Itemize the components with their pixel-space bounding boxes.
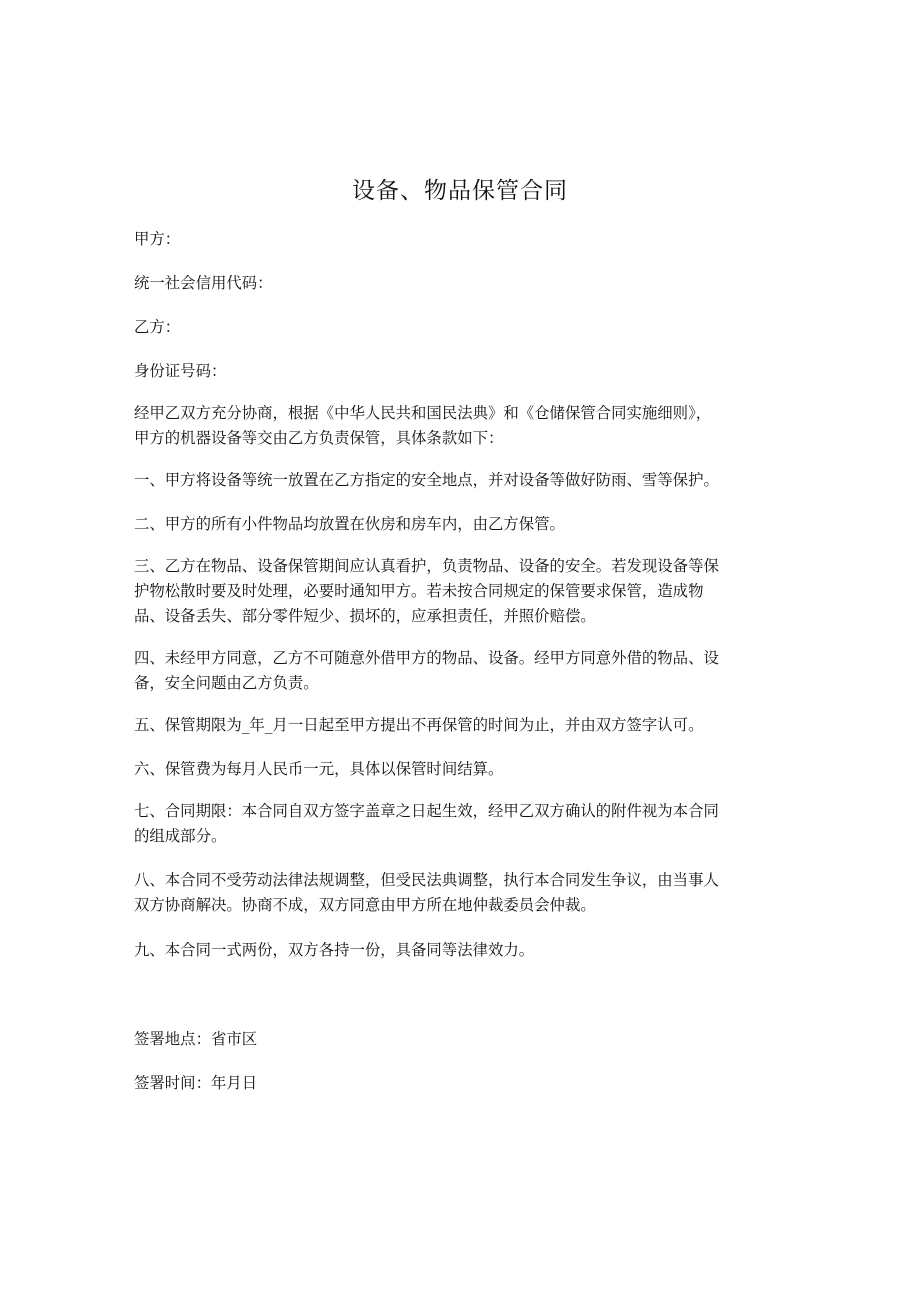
party-a-label: 甲方： [134, 230, 181, 248]
party-b-label: 乙方： [134, 318, 181, 336]
clause-2 [134, 512, 786, 537]
clause-line: 八、本合同不受劳动法律法规调整，但受民法典调整，执行本合同发生争议，由当事人 [134, 871, 719, 889]
clause-9 [134, 938, 786, 963]
id-number-label: 身份证号码： [134, 362, 227, 380]
clause-line: 备，安全问题由乙方负责。 [134, 674, 319, 692]
clause-6 [134, 757, 786, 782]
clause-line: 护物松散时要及时处理，必要时通知甲方。若未按合同规定的保管要求保管，造成物 [134, 582, 704, 600]
clause-line: 品、设备丢失、部分零件短少、损坏的，应承担责任，并照价赔偿。 [134, 607, 596, 625]
signing-time: 签署时间：年月日 [134, 1074, 258, 1092]
clause-1 [134, 468, 786, 493]
clause-line: 的组成部分。 [134, 827, 227, 845]
clause-4 [134, 646, 786, 696]
clause-line: 二、甲方的所有小件物品均放置在伙房和房车内，由乙方保管。 [134, 515, 565, 533]
clause-7 [134, 799, 786, 849]
preamble-line: 经甲乙双方充分协商，根据《中华人民共和国民法典》和《仓储保管合同实施细则》， [134, 404, 712, 422]
clause-line: 九、本合同一式两份，双方各持一份，具备同等法律效力。 [134, 941, 535, 959]
credit-code-label: 统一社会信用代码： [134, 274, 273, 292]
document-title: 设备、物品保管合同 [352, 178, 568, 204]
clause-line: 六、保管费为每月人民币一元，具体以保管时间结算。 [134, 760, 504, 778]
clause-5 [134, 713, 786, 738]
clause-line: 三、乙方在物品、设备保管期间应认真看护，负责物品、设备的安全。若发现设备等保 [134, 557, 719, 575]
clause-line: 五、保管期限为_年_月一日起至甲方提出不再保管的时间为止，并由双方签字认可。 [134, 716, 704, 734]
signing-place: 签署地点：省市区 [134, 1030, 258, 1048]
preamble-line: 甲方的机器设备等交由乙方负责保管，具体条款如下： [134, 429, 504, 447]
clause-line: 双方协商解决。协商不成，双方同意由甲方所在地仲裁委员会仲裁。 [134, 896, 596, 914]
preamble-paragraph [134, 401, 786, 451]
clause-line: 一、甲方将设备等统一放置在乙方指定的安全地点，并对设备等做好防雨、雪等保护。 [134, 471, 719, 489]
clause-3 [134, 554, 786, 629]
clause-line: 七、合同期限：本合同自双方签字盖章之日起生效，经甲乙双方确认的附件视为本合同 [134, 802, 719, 820]
clause-8 [134, 868, 786, 918]
clause-line: 四、未经甲方同意，乙方不可随意外借甲方的物品、设备。经甲方同意外借的物品、设 [134, 649, 719, 667]
